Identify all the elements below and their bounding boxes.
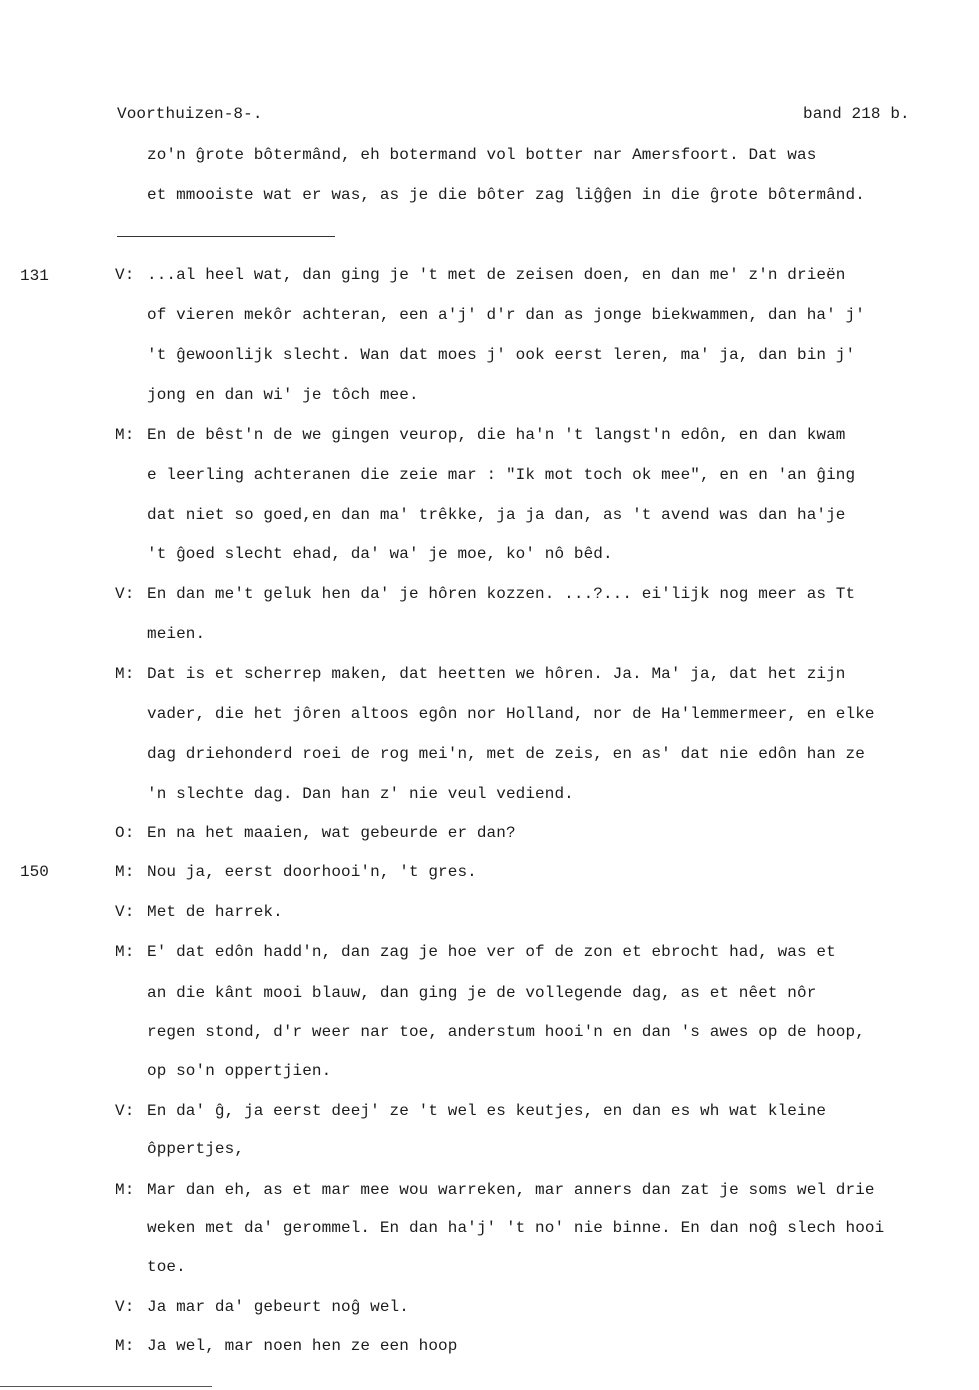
- speaker-label: M:: [115, 665, 135, 683]
- utterance-text: Nou ja, eerst doorhooi'n, 't gres.: [147, 863, 477, 881]
- utterance-line: an die kânt mooi blauw, dan ging je de vollegende dag, as et nêet nôr: [147, 984, 817, 1002]
- utterance-line: regen stond, d'r weer nar toe, anderstum hooi'n en dan 's awes op de hoop,: [147, 1023, 865, 1041]
- utterance-line: op so'n oppertjien.: [147, 1062, 332, 1080]
- utterance-text: En da' ĝ, ja eerst deej' ze 't wel es keutjes, en dan es wh wat kleine: [147, 1102, 827, 1120]
- section-divider: [117, 236, 335, 237]
- utterance-line: vader, die het jôren altoos egôn nor Holland, nor de Ha'lemmermeer, en elke: [147, 705, 875, 723]
- speaker-label: V:: [115, 1102, 135, 1120]
- speaker-label: V:: [115, 1298, 135, 1316]
- speaker-label: M:: [115, 943, 135, 961]
- utterance-text: Mar dan eh, as et mar mee wou warreken, mar anners dan zat je soms wel drie: [147, 1181, 875, 1199]
- intro-line: zo'n ĝrote bôtermând, eh botermand vol botter nar Amersfoort. Dat was: [147, 146, 817, 164]
- utterance-line: meien.: [147, 625, 206, 643]
- speaker-label: V:: [115, 903, 135, 921]
- page-edge-rule: [0, 1386, 212, 1387]
- utterance-text: Ja mar da' gebeurt noĝ wel.: [147, 1298, 409, 1316]
- speaker-label: M:: [115, 1337, 135, 1355]
- utterance-text: E' dat edôn hadd'n, dan zag je hoe ver of de zon et ebrocht had, was et: [147, 943, 836, 961]
- header-right: band 218 b.: [803, 105, 910, 123]
- intro-line: et mmooiste wat er was, as je die bôter zag liĝĝen in die ĝrote bôtermând.: [147, 186, 865, 204]
- utterance-line: dat niet so goed,en dan ma' trêkke, ja ja dan, as 't avend was dan ha'je: [147, 506, 846, 524]
- utterance-line: dag driehonderd roei de rog mei'n, met de zeis, en as' dat nie edôn han ze: [147, 745, 865, 763]
- speaker-label: O:: [115, 824, 135, 842]
- speaker-label: V:: [115, 266, 135, 284]
- utterance-text: Ja wel, mar noen hen ze een hoop: [147, 1337, 458, 1355]
- utterance-text: En de bêst'n de we gingen veurop, die ha'n 't langst'n edôn, en dan kwam: [147, 426, 846, 444]
- utterance-text: En na het maaien, wat gebeurde er dan?: [147, 824, 516, 842]
- utterance-line: jong en dan wi' je tôch mee.: [147, 386, 419, 404]
- utterance-line: 't ĝewoonlijk slecht. Wan dat moes j' ook eerst leren, ma' ja, dan bin j': [147, 346, 856, 364]
- utterance-text: Dat is et scherrep maken, dat heetten we hôren. Ja. Ma' ja, dat het zijn: [147, 665, 846, 683]
- margin-number-150: 150: [20, 863, 49, 881]
- header-left: Voorthuizen-8-.: [117, 105, 263, 123]
- utterance-line: of vieren mekôr achteran, een a'j' d'r dan as jonge biekwammen, dan ha' j': [147, 306, 865, 324]
- utterance-line: ôppertjes,: [147, 1140, 245, 1158]
- margin-number-131: 131: [20, 267, 49, 285]
- utterance-text: En dan me't geluk hen da' je hôren kozzen. ...?... ei'lijk nog meer as Tt: [147, 585, 856, 603]
- speaker-label: M:: [115, 863, 135, 881]
- utterance-line: 'n slechte dag. Dan han z' nie veul vediend.: [147, 785, 574, 803]
- utterance-line: toe.: [147, 1258, 186, 1276]
- utterance-line: e leerling achteranen die zeie mar : "Ik mot toch ok mee", en en 'an ĝing: [147, 466, 856, 484]
- utterance-text: ...al heel wat, dan ging je 't met de zeisen doen, en dan me' z'n drieën: [147, 266, 846, 284]
- speaker-label: M:: [115, 1181, 135, 1199]
- utterance-line: 't ĝoed slecht ehad, da' wa' je moe, ko' nô bêd.: [147, 545, 613, 563]
- speaker-label: M:: [115, 426, 135, 444]
- utterance-text: Met de harrek.: [147, 903, 283, 921]
- utterance-line: weken met da' gerommel. En dan ha'j' 't no' nie binne. En dan noĝ slech hooi: [147, 1219, 885, 1237]
- speaker-label: V:: [115, 585, 135, 603]
